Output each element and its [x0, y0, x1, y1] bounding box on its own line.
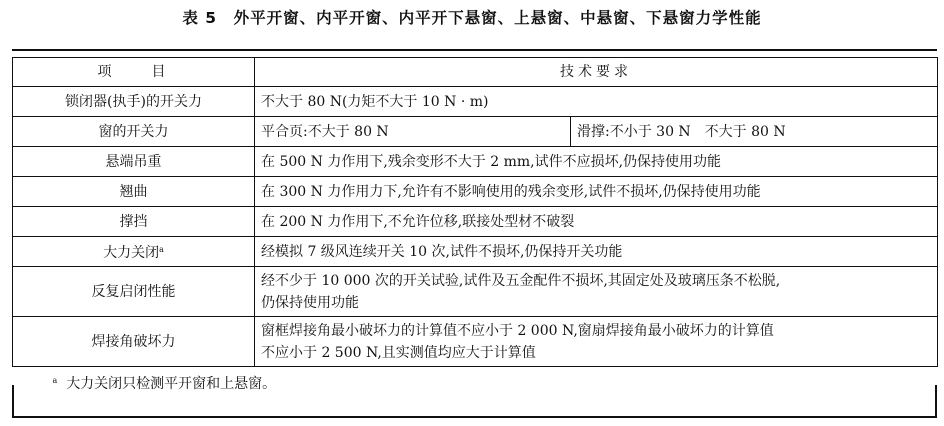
top-rule: [12, 49, 937, 51]
table-row: [13, 317, 938, 367]
requirement-line: 窗框焊接角最小破坏力的计算值不应小于 2 000 N,窗扇焊接角最小破坏力的计算值: [261, 322, 774, 339]
row-item: 焊接角破坏力: [13, 317, 255, 367]
row-requirement-multiline: [255, 317, 938, 367]
row-requirement-multiline: [255, 267, 938, 317]
table-title: 表 5 外平开窗、内平开窗、内平开下悬窗、上悬窗、中悬窗、下悬窗力学性能: [182, 9, 762, 27]
header-requirement: 技术要求: [255, 58, 938, 87]
row-requirement: 在 500 N 力作用下,残余变形不大于 2 mm,试件不应损坏,仍保持使用功能: [255, 147, 938, 177]
row-requirement: 经模拟 7 级风连续开关 10 次,试件不损坏,仍保持开关功能: [255, 237, 938, 267]
row-requirement: 在 200 N 力作用下,不允许位移,联接处型材不破裂: [255, 207, 938, 237]
row-item: 撑挡: [13, 207, 255, 237]
bottom-rule: [12, 416, 937, 418]
row-item-text: 大力关闭: [103, 245, 160, 261]
footnote-left-border: [12, 385, 14, 416]
mechanical-performance-table: [12, 57, 938, 397]
row-requirement: 不大于 80 N(力矩不大于 10 N · m): [255, 87, 938, 117]
table-row: [13, 237, 938, 267]
requirement-line: 仍保持使用功能: [261, 294, 359, 311]
table-row: [13, 147, 938, 177]
header-item: 项 目: [13, 58, 255, 87]
row-requirement-stay: 滑撑:不小于 30 N 不大于 80 N: [571, 117, 938, 147]
row-requirement-hinge: 平合页:不大于 80 N: [255, 117, 571, 147]
row-requirement: 在 300 N 力作用力下,允许有不影响使用的残余变形,试件不损坏,仍保持使用功能: [255, 177, 938, 207]
footnote: [13, 367, 938, 398]
row-item: 窗的开关力: [13, 117, 255, 147]
requirement-line: 不应小于 2 500 N,且实测值均应大于计算值: [261, 344, 536, 361]
row-item: 锁闭器(执手)的开关力: [13, 87, 255, 117]
requirement-line: 经不少于 10 000 次的开关试验,试件及五金配件不损坏,其固定处及玻璃压条不松脱,: [261, 272, 781, 289]
row-item: 反复启闭性能: [13, 267, 255, 317]
table-row: [13, 117, 938, 147]
row-item: 翘曲: [13, 177, 255, 207]
footnote-marker: a: [159, 245, 164, 254]
footnote-text: 大力关闭只检测平开窗和上悬窗。: [66, 375, 277, 392]
table-row: [13, 207, 938, 237]
footnote-right-border: [935, 385, 937, 416]
footnote-row: [13, 367, 938, 398]
row-item-with-note: [13, 237, 255, 267]
table-row: [13, 87, 938, 117]
table-header-row: [13, 58, 938, 87]
table-row: [13, 177, 938, 207]
footnote-mark: a: [52, 375, 58, 385]
row-item: 悬端吊重: [13, 147, 255, 177]
table-row: [13, 267, 938, 317]
